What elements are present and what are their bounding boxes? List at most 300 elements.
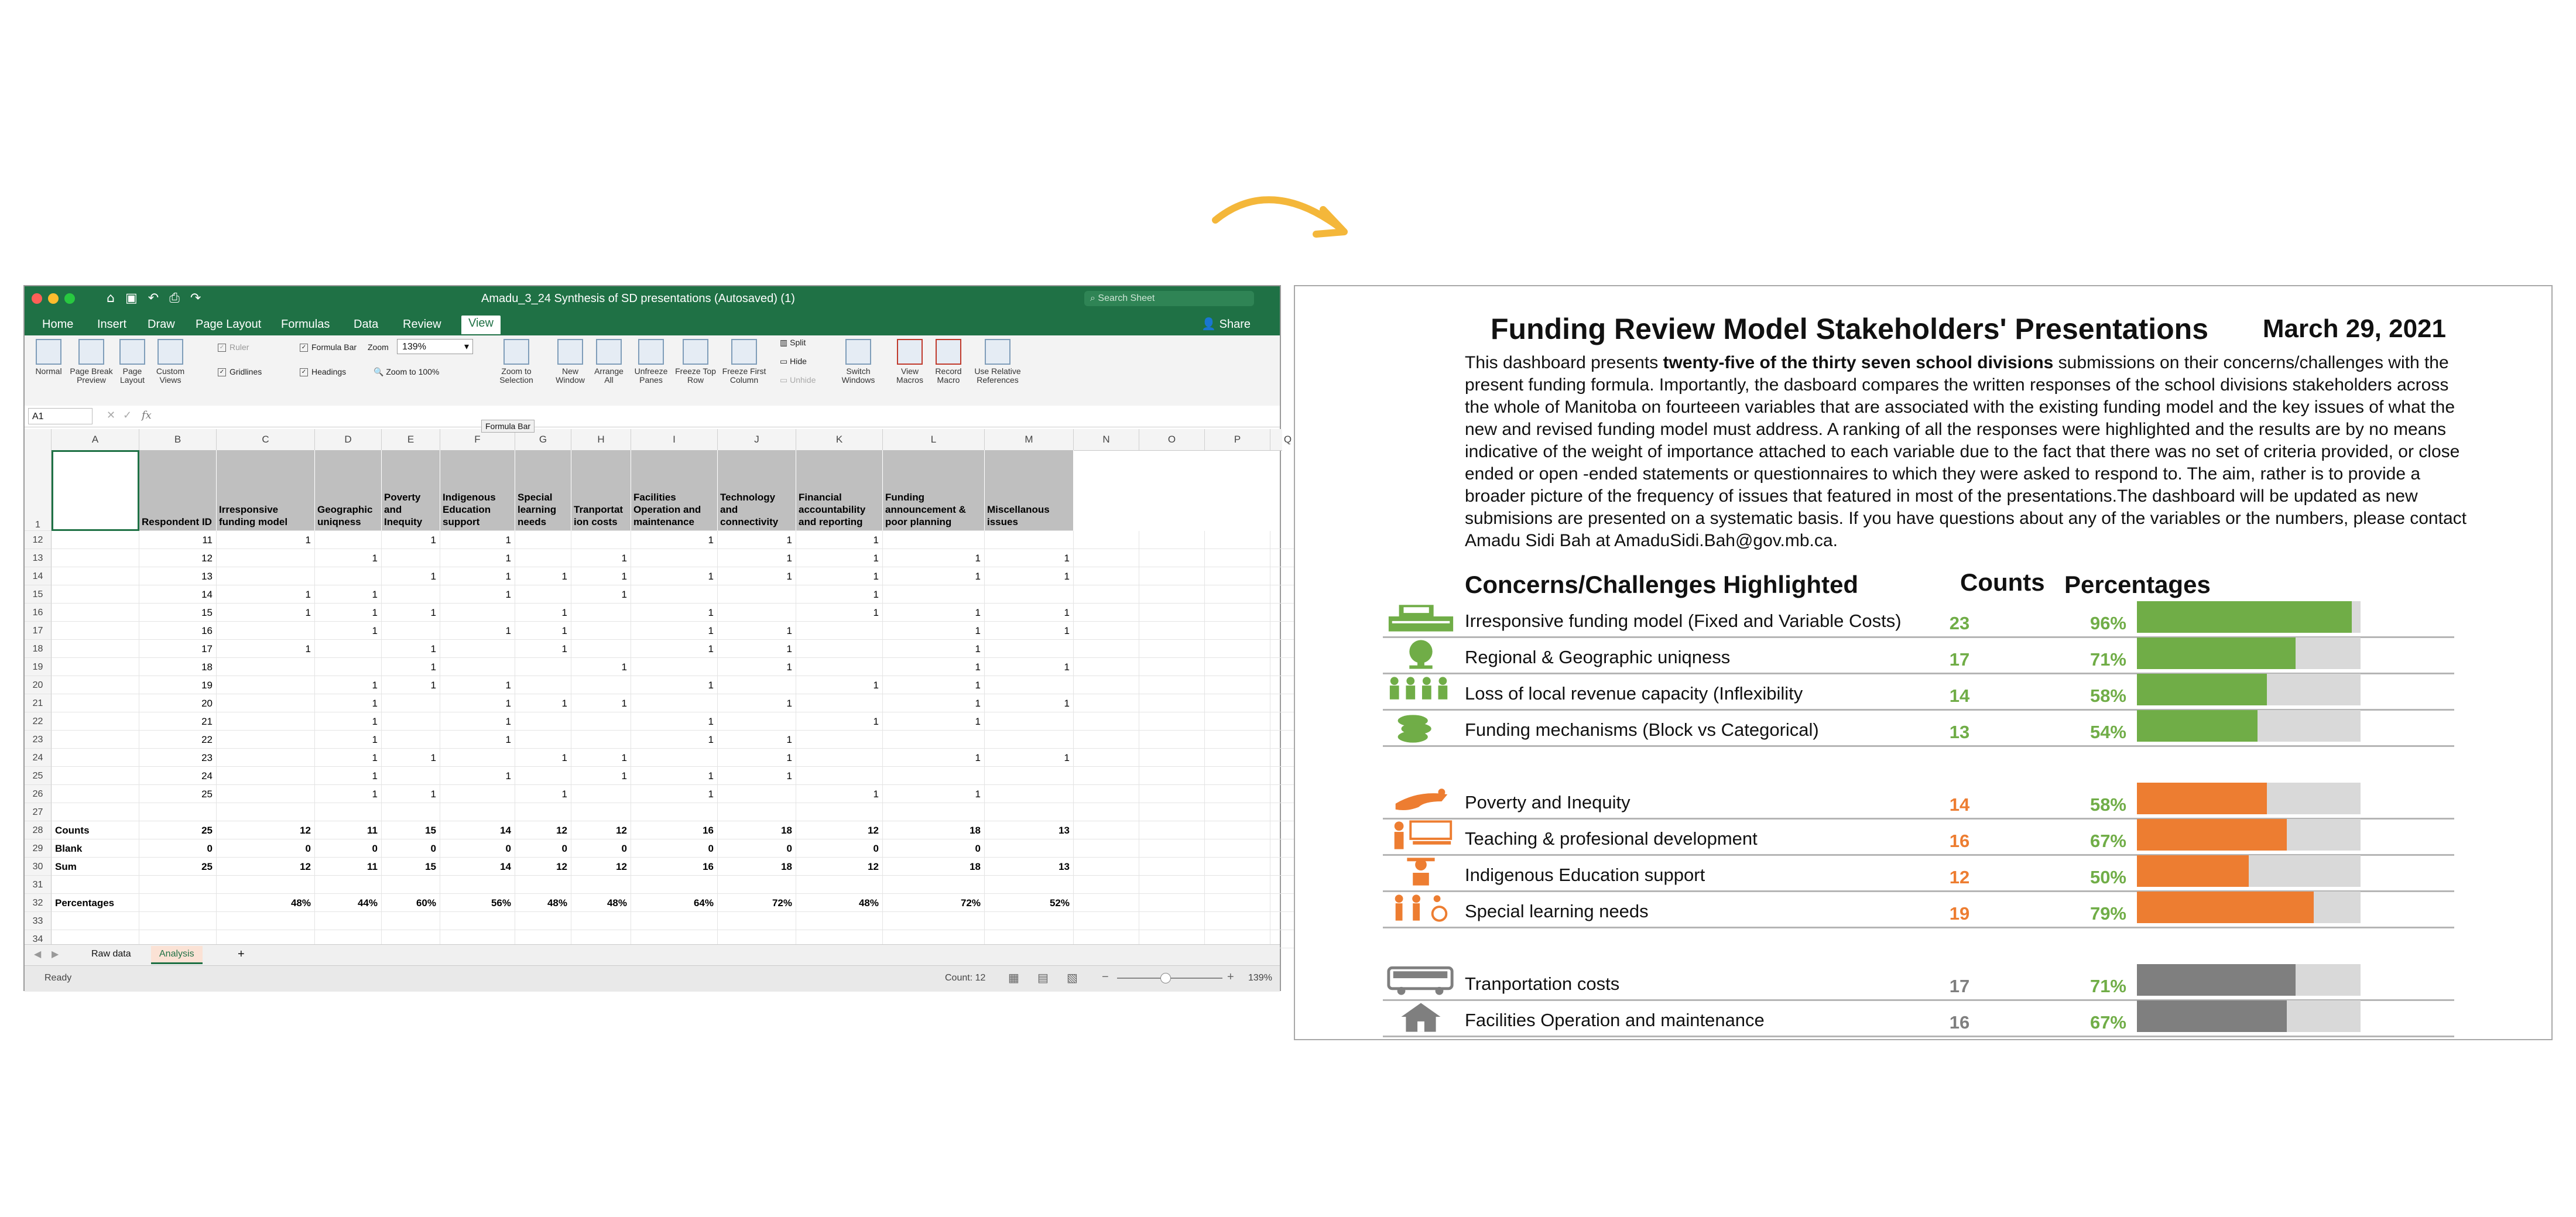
table-cell[interactable] (52, 712, 139, 731)
table-cell[interactable] (1205, 712, 1270, 731)
enter-icon[interactable]: ✓ (123, 409, 132, 421)
table-cell[interactable]: 1 (631, 676, 718, 694)
table-cell[interactable]: 22 (139, 731, 217, 749)
table-cell[interactable]: 1 (631, 712, 718, 731)
table-cell[interactable]: 15 (382, 821, 440, 839)
table-cell[interactable] (1139, 658, 1205, 676)
record-macro-button[interactable] (930, 339, 967, 385)
table-cell[interactable] (796, 876, 883, 894)
table-cell[interactable] (1139, 785, 1205, 803)
table-cell[interactable]: 1 (796, 712, 883, 731)
table-cell[interactable] (796, 767, 883, 785)
table-cell[interactable]: 48% (217, 894, 315, 912)
table-cell[interactable] (985, 803, 1074, 821)
table-cell[interactable]: 1 (631, 604, 718, 622)
table-cell[interactable] (440, 604, 515, 622)
table-cell[interactable]: 18 (883, 821, 985, 839)
table-cell[interactable] (1139, 839, 1205, 858)
table-cell[interactable] (631, 694, 718, 712)
table-cell[interactable]: 1 (440, 676, 515, 694)
table-cell[interactable] (718, 604, 796, 622)
table-cell[interactable]: 1 (515, 640, 571, 658)
table-cell[interactable]: 1 (796, 785, 883, 803)
table-cell[interactable] (382, 767, 440, 785)
table-cell[interactable] (139, 876, 217, 894)
table-cell[interactable] (139, 894, 217, 912)
table-cell[interactable]: 1 (631, 767, 718, 785)
table-cell[interactable] (217, 803, 315, 821)
table-cell[interactable] (1074, 640, 1139, 658)
table-cell[interactable] (1074, 694, 1139, 712)
table-cell[interactable] (139, 803, 217, 821)
table-cell[interactable] (1205, 767, 1270, 785)
column-header-g[interactable]: G (515, 429, 571, 450)
table-cell[interactable] (985, 767, 1074, 785)
table-cell[interactable]: 1 (883, 567, 985, 585)
table-cell[interactable] (1139, 803, 1205, 821)
table-cell[interactable] (217, 622, 315, 640)
table-cell[interactable]: 1 (315, 549, 382, 567)
table-cell[interactable] (1074, 858, 1139, 876)
table-cell[interactable]: 1 (382, 676, 440, 694)
table-cell[interactable] (1074, 676, 1139, 694)
table-cell[interactable]: 1 (515, 567, 571, 585)
table-cell[interactable] (1205, 749, 1270, 767)
table-cell[interactable]: 1 (883, 676, 985, 694)
table-cell[interactable] (1074, 531, 1139, 549)
table-cell[interactable] (796, 622, 883, 640)
table-cell[interactable] (52, 604, 139, 622)
table-cell[interactable] (382, 585, 440, 604)
table-cell[interactable]: 1 (315, 785, 382, 803)
table-cell[interactable]: 1 (440, 731, 515, 749)
table-cell[interactable]: 18 (139, 658, 217, 676)
table-cell[interactable] (1139, 858, 1205, 876)
table-cell[interactable]: 0 (139, 839, 217, 858)
table-cell[interactable]: 0 (571, 839, 631, 858)
table-cell[interactable]: 18 (718, 858, 796, 876)
home-icon[interactable]: ⌂ (107, 291, 125, 306)
table-cell[interactable] (1139, 894, 1205, 912)
table-cell[interactable]: 1 (382, 640, 440, 658)
table-cell[interactable] (1139, 676, 1205, 694)
row-header[interactable]: 28 (25, 821, 52, 839)
table-cell[interactable]: 0 (315, 839, 382, 858)
header-cell[interactable]: Special learning needs (515, 450, 571, 531)
table-cell[interactable]: 13 (985, 858, 1074, 876)
row-header[interactable]: 16 (25, 604, 52, 622)
page-break-view-icon[interactable]: ▧ (1067, 972, 1078, 985)
table-cell[interactable]: 1 (883, 658, 985, 676)
ruler-checkbox[interactable] (218, 342, 249, 352)
table-cell[interactable] (382, 876, 440, 894)
tab-insert[interactable]: Insert (97, 318, 127, 331)
table-cell[interactable] (52, 876, 139, 894)
table-cell[interactable] (796, 694, 883, 712)
table-cell[interactable]: 1 (515, 604, 571, 622)
column-header-q[interactable]: Q (1270, 429, 1306, 450)
table-cell[interactable]: 1 (315, 622, 382, 640)
table-cell[interactable]: 1 (571, 585, 631, 604)
table-cell[interactable]: 14 (440, 821, 515, 839)
header-cell[interactable]: Irresponsive funding model (217, 450, 315, 531)
table-cell[interactable] (315, 803, 382, 821)
table-cell[interactable]: 25 (139, 858, 217, 876)
table-cell[interactable] (440, 785, 515, 803)
table-cell[interactable] (883, 767, 985, 785)
add-sheet-button[interactable]: + (238, 948, 245, 961)
table-cell[interactable] (1074, 839, 1139, 858)
table-cell[interactable]: 1 (718, 749, 796, 767)
table-cell[interactable] (315, 531, 382, 549)
cancel-icon[interactable]: ✕ (107, 409, 116, 421)
table-cell[interactable] (1205, 694, 1270, 712)
table-cell[interactable] (883, 585, 985, 604)
tab-page-layout[interactable]: Page Layout (196, 318, 262, 331)
table-cell[interactable] (52, 658, 139, 676)
zoom-to-selection-button[interactable] (493, 339, 540, 385)
header-cell[interactable]: Funding announcement & poor planning (883, 450, 985, 531)
table-cell[interactable] (1139, 549, 1205, 567)
row-header[interactable]: 32 (25, 894, 52, 912)
table-cell[interactable]: Blank (52, 839, 139, 858)
table-cell[interactable]: 15 (382, 858, 440, 876)
row-header[interactable]: 12 (25, 531, 52, 549)
header-cell[interactable]: Miscellanous issues (985, 450, 1074, 531)
custom-views-button[interactable] (150, 339, 191, 385)
table-cell[interactable] (440, 749, 515, 767)
table-cell[interactable] (1074, 549, 1139, 567)
table-cell[interactable]: 1 (985, 604, 1074, 622)
table-cell[interactable] (883, 803, 985, 821)
table-cell[interactable] (718, 912, 796, 930)
column-header-m[interactable]: M (985, 429, 1074, 450)
table-cell[interactable]: 1 (571, 694, 631, 712)
table-cell[interactable]: 1 (883, 604, 985, 622)
minimize-window-button[interactable] (48, 293, 59, 304)
table-cell[interactable]: 1 (718, 767, 796, 785)
table-cell[interactable] (631, 585, 718, 604)
sheet-tab-raw-data[interactable]: Raw data (91, 949, 131, 959)
row-header[interactable]: 27 (25, 803, 52, 821)
table-cell[interactable]: 0 (631, 839, 718, 858)
gridlines-checkbox[interactable] (218, 367, 262, 376)
table-cell[interactable] (315, 658, 382, 676)
row-header[interactable]: 29 (25, 839, 52, 858)
column-header-e[interactable]: E (382, 429, 440, 450)
table-cell[interactable] (52, 803, 139, 821)
table-cell[interactable] (52, 731, 139, 749)
header-cell[interactable]: Indigenous Education support (440, 450, 515, 531)
table-cell[interactable] (382, 731, 440, 749)
table-cell[interactable]: 1 (985, 622, 1074, 640)
tab-formulas[interactable]: Formulas (281, 318, 330, 331)
table-cell[interactable] (217, 694, 315, 712)
zoom-slider-handle[interactable] (1160, 973, 1171, 983)
table-cell[interactable]: 12 (571, 821, 631, 839)
table-cell[interactable] (52, 622, 139, 640)
table-cell[interactable] (1139, 712, 1205, 731)
table-cell[interactable] (440, 640, 515, 658)
table-cell[interactable] (52, 785, 139, 803)
table-cell[interactable]: 1 (718, 622, 796, 640)
header-cell[interactable]: Tranportat ion costs (571, 450, 631, 531)
table-cell[interactable]: 16 (631, 858, 718, 876)
row-header[interactable]: 18 (25, 640, 52, 658)
table-cell[interactable]: 1 (631, 622, 718, 640)
zoom-in-icon[interactable]: + (1227, 971, 1234, 983)
table-cell[interactable]: 21 (139, 712, 217, 731)
close-window-button[interactable] (32, 293, 42, 304)
table-cell[interactable]: 1 (382, 567, 440, 585)
table-cell[interactable]: 12 (515, 821, 571, 839)
table-cell[interactable]: 1 (440, 694, 515, 712)
table-cell[interactable]: 1 (571, 767, 631, 785)
table-cell[interactable] (883, 912, 985, 930)
zoom-window-button[interactable] (64, 293, 75, 304)
table-cell[interactable]: Percentages (52, 894, 139, 912)
table-cell[interactable] (1074, 803, 1139, 821)
table-cell[interactable]: 1 (440, 567, 515, 585)
switch-windows-button[interactable] (835, 339, 882, 385)
table-cell[interactable]: 1 (440, 549, 515, 567)
table-cell[interactable]: 1 (515, 749, 571, 767)
table-cell[interactable] (1205, 604, 1270, 622)
formula-bar-checkbox[interactable] (300, 342, 357, 352)
table-cell[interactable] (571, 876, 631, 894)
table-cell[interactable]: 1 (883, 622, 985, 640)
table-cell[interactable] (1074, 567, 1139, 585)
table-cell[interactable]: 1 (217, 604, 315, 622)
table-cell[interactable]: 1 (217, 640, 315, 658)
column-header-h[interactable]: H (571, 429, 631, 450)
table-cell[interactable] (1205, 676, 1270, 694)
table-cell[interactable]: 1 (796, 567, 883, 585)
table-cell[interactable]: 1 (515, 785, 571, 803)
table-cell[interactable] (217, 676, 315, 694)
table-cell[interactable]: 1 (631, 640, 718, 658)
table-cell[interactable]: 1 (883, 694, 985, 712)
table-cell[interactable] (382, 912, 440, 930)
table-cell[interactable] (52, 549, 139, 567)
table-cell[interactable] (1074, 712, 1139, 731)
table-cell[interactable] (571, 731, 631, 749)
table-cell[interactable]: 1 (883, 549, 985, 567)
table-cell[interactable] (440, 803, 515, 821)
table-cell[interactable] (571, 712, 631, 731)
table-cell[interactable]: 1 (440, 531, 515, 549)
table-cell[interactable] (1139, 585, 1205, 604)
normal-view-button[interactable] (28, 339, 69, 376)
table-cell[interactable]: 1 (571, 658, 631, 676)
table-cell[interactable] (217, 658, 315, 676)
table-cell[interactable]: 1 (883, 640, 985, 658)
name-box[interactable] (28, 408, 93, 424)
table-cell[interactable] (1205, 803, 1270, 821)
table-cell[interactable] (985, 731, 1074, 749)
table-cell[interactable] (515, 912, 571, 930)
table-cell[interactable]: 19 (139, 676, 217, 694)
table-cell[interactable]: 23 (139, 749, 217, 767)
table-cell[interactable]: 1 (718, 694, 796, 712)
column-header-d[interactable]: D (315, 429, 382, 450)
page-layout-button[interactable] (115, 339, 150, 385)
row-header[interactable]: 13 (25, 549, 52, 567)
table-cell[interactable]: 1 (883, 749, 985, 767)
table-cell[interactable] (1139, 821, 1205, 839)
table-cell[interactable]: 1 (382, 749, 440, 767)
next-sheet-icon[interactable]: ▶ (52, 949, 59, 959)
table-cell[interactable]: 1 (796, 549, 883, 567)
selected-cell-a1[interactable] (52, 450, 139, 531)
table-cell[interactable]: 1 (315, 604, 382, 622)
page-layout-view-icon[interactable]: ▤ (1037, 972, 1049, 985)
headings-checkbox[interactable] (300, 367, 346, 376)
table-cell[interactable]: 0 (382, 839, 440, 858)
table-cell[interactable] (440, 658, 515, 676)
table-cell[interactable]: 25 (139, 821, 217, 839)
row-header[interactable]: 26 (25, 785, 52, 803)
table-cell[interactable]: 1 (315, 585, 382, 604)
table-cell[interactable] (1205, 785, 1270, 803)
table-cell[interactable]: 1 (515, 622, 571, 640)
table-cell[interactable] (440, 876, 515, 894)
table-cell[interactable] (315, 876, 382, 894)
table-cell[interactable]: 18 (718, 821, 796, 839)
table-cell[interactable]: 24 (139, 767, 217, 785)
column-header-o[interactable]: O (1139, 429, 1205, 450)
table-cell[interactable]: 0 (883, 839, 985, 858)
table-cell[interactable] (1139, 749, 1205, 767)
table-cell[interactable] (515, 658, 571, 676)
table-cell[interactable] (718, 585, 796, 604)
table-cell[interactable] (1205, 585, 1270, 604)
view-macros-button[interactable] (891, 339, 929, 385)
table-cell[interactable] (382, 694, 440, 712)
table-cell[interactable] (796, 803, 883, 821)
table-cell[interactable] (1205, 531, 1270, 549)
table-cell[interactable] (1205, 731, 1270, 749)
table-cell[interactable] (315, 912, 382, 930)
table-cell[interactable]: 60% (382, 894, 440, 912)
table-cell[interactable] (1074, 894, 1139, 912)
table-cell[interactable] (1074, 658, 1139, 676)
table-cell[interactable] (631, 549, 718, 567)
table-cell[interactable] (718, 712, 796, 731)
table-cell[interactable] (1205, 658, 1270, 676)
row-header[interactable]: 15 (25, 585, 52, 604)
table-cell[interactable]: 1 (440, 712, 515, 731)
table-cell[interactable] (515, 803, 571, 821)
table-cell[interactable] (883, 531, 985, 549)
table-cell[interactable]: 12 (796, 821, 883, 839)
column-header-i[interactable]: I (631, 429, 718, 450)
table-cell[interactable] (1074, 749, 1139, 767)
table-cell[interactable] (985, 912, 1074, 930)
table-cell[interactable] (1074, 821, 1139, 839)
table-cell[interactable] (382, 712, 440, 731)
table-cell[interactable] (985, 785, 1074, 803)
table-cell[interactable]: 1 (796, 585, 883, 604)
row-header[interactable]: 21 (25, 694, 52, 712)
table-cell[interactable] (1074, 876, 1139, 894)
table-cell[interactable] (1139, 567, 1205, 585)
table-cell[interactable]: 64% (631, 894, 718, 912)
table-cell[interactable] (718, 676, 796, 694)
table-cell[interactable]: 12 (515, 858, 571, 876)
table-cell[interactable]: 0 (440, 839, 515, 858)
table-cell[interactable] (631, 749, 718, 767)
table-cell[interactable]: 1 (718, 531, 796, 549)
table-cell[interactable] (1205, 839, 1270, 858)
freeze-first-column-button[interactable] (719, 339, 769, 385)
table-cell[interactable] (515, 549, 571, 567)
row-header[interactable]: 19 (25, 658, 52, 676)
zoom-select[interactable] (397, 339, 473, 354)
table-cell[interactable]: 1 (631, 531, 718, 549)
table-cell[interactable] (515, 731, 571, 749)
row-header[interactable]: 25 (25, 767, 52, 785)
table-cell[interactable] (52, 912, 139, 930)
tab-review[interactable]: Review (403, 318, 441, 331)
unhide-button[interactable] (780, 375, 816, 385)
table-cell[interactable] (1139, 876, 1205, 894)
row-header[interactable]: 20 (25, 676, 52, 694)
row-header[interactable]: 22 (25, 712, 52, 731)
table-cell[interactable] (1139, 640, 1205, 658)
table-cell[interactable] (1139, 731, 1205, 749)
table-cell[interactable] (1139, 694, 1205, 712)
table-cell[interactable] (1074, 604, 1139, 622)
row-header[interactable]: 23 (25, 731, 52, 749)
new-window-button[interactable] (551, 339, 589, 385)
table-cell[interactable] (1074, 622, 1139, 640)
search-sheet-input[interactable] (1084, 291, 1254, 306)
table-cell[interactable] (985, 585, 1074, 604)
table-cell[interactable]: 1 (440, 622, 515, 640)
table-cell[interactable]: 56% (440, 894, 515, 912)
table-cell[interactable]: 1 (315, 731, 382, 749)
table-cell[interactable]: 12 (139, 549, 217, 567)
table-cell[interactable]: 52% (985, 894, 1074, 912)
table-cell[interactable] (985, 712, 1074, 731)
share-button[interactable] (1201, 317, 1251, 331)
table-cell[interactable] (571, 676, 631, 694)
table-cell[interactable]: 1 (883, 712, 985, 731)
table-cell[interactable]: 1 (315, 712, 382, 731)
table-cell[interactable] (440, 912, 515, 930)
table-cell[interactable]: 1 (440, 585, 515, 604)
table-cell[interactable] (52, 676, 139, 694)
page-break-preview-button[interactable] (69, 339, 114, 385)
table-cell[interactable]: 14 (139, 585, 217, 604)
table-cell[interactable] (515, 676, 571, 694)
column-header-l[interactable]: L (883, 429, 985, 450)
table-cell[interactable]: 1 (315, 676, 382, 694)
table-cell[interactable] (1205, 567, 1270, 585)
table-cell[interactable] (1205, 640, 1270, 658)
header-cell[interactable]: Respondent ID (139, 450, 217, 531)
table-cell[interactable]: 16 (139, 622, 217, 640)
table-cell[interactable]: 1 (985, 549, 1074, 567)
table-cell[interactable] (631, 876, 718, 894)
hide-button[interactable] (780, 356, 807, 366)
table-cell[interactable] (217, 549, 315, 567)
tab-data[interactable]: Data (354, 318, 379, 331)
table-cell[interactable] (1205, 912, 1270, 930)
table-cell[interactable] (883, 876, 985, 894)
use-relative-references-button[interactable] (968, 339, 1027, 385)
